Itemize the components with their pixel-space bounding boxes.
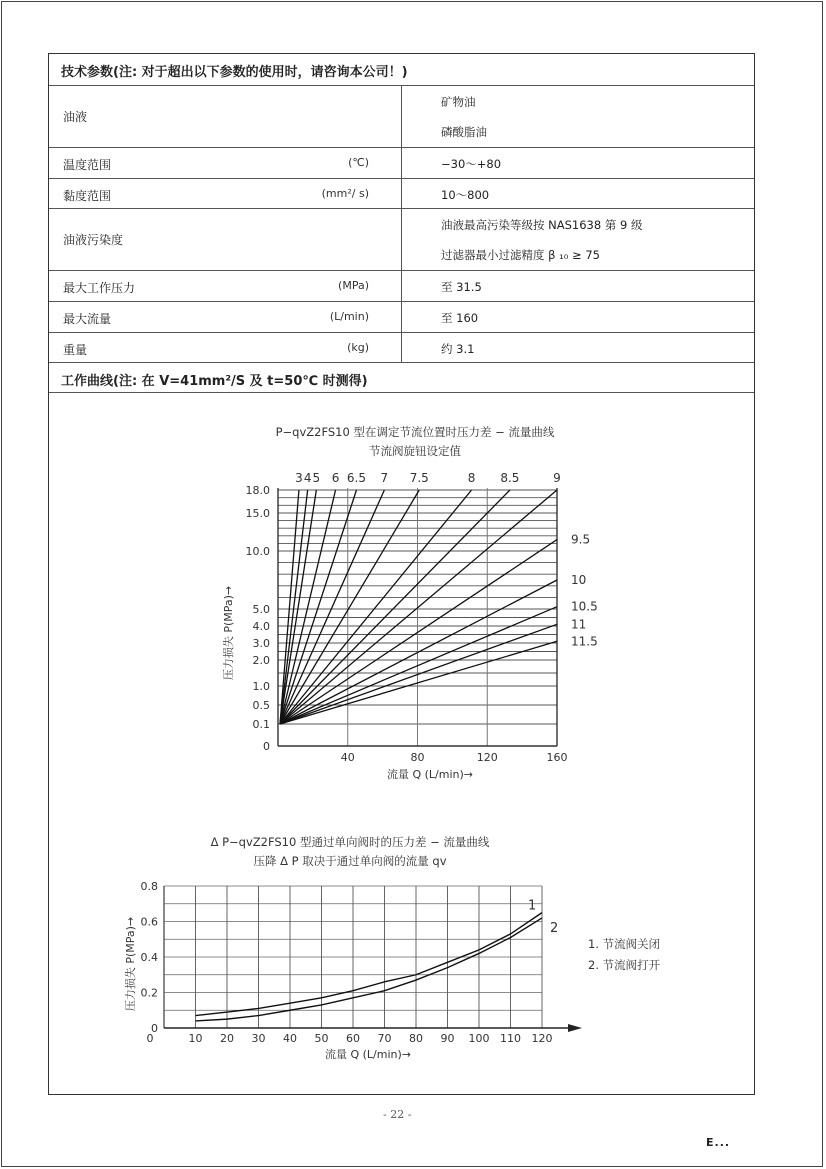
param-label: 重量: [63, 343, 88, 357]
curve-label-7.5: 7.5: [409, 471, 429, 485]
param-label: 最大工作压力: [63, 281, 136, 295]
page-number: - 22 -: [383, 1108, 412, 1121]
param-unit: (mm²/ s): [321, 187, 369, 200]
y-tick-label: 0.6: [140, 915, 158, 929]
curve-5: [280, 490, 316, 724]
param-value: 磷酸脂油: [441, 125, 487, 139]
x-tick-label: 70: [377, 1032, 392, 1045]
curve-9: [280, 490, 557, 724]
x-tick-label: 0: [146, 1032, 154, 1045]
chart2-subtitle: 压降 Δ P 取决于通过单向阀的流量 qv: [253, 854, 447, 868]
y-tick-label: 4.0: [252, 620, 270, 633]
param-value: 过滤器最小过滤精度 β ₁₀ ≥ 75: [441, 248, 600, 262]
curve-1: [196, 913, 543, 1016]
param-value: 约 3.1: [441, 342, 475, 356]
y-tick-label: 2.0: [252, 654, 270, 667]
param-unit: (kg): [347, 341, 369, 354]
chart2-title: Δ P−qvZ2FS10 型通过单向阀时的压力差 − 流量曲线: [210, 835, 490, 849]
param-unit: (MPa): [338, 279, 369, 292]
tech-params-header: [49, 54, 754, 86]
curve-label-4: 4: [303, 471, 312, 485]
tech-params-title: 技术参数(注: 对于超出以下参数的使用时，请咨询本公司！): [61, 65, 408, 80]
curve-label-11.5: 11.5: [571, 634, 598, 649]
y-tick-label: 18.0: [245, 484, 270, 497]
curve-label-10.5: 10.5: [571, 599, 598, 614]
y-tick-label: 0.5: [252, 699, 270, 712]
column-divider: [401, 85, 402, 363]
chart2-xlabel: 流量 Q (L/min)→: [324, 1048, 412, 1061]
curve-label-10: 10: [571, 573, 587, 587]
curve-10.5: [280, 607, 557, 724]
curve-label-8.5: 8.5: [500, 471, 520, 485]
x-tick-label: 40: [340, 751, 355, 764]
curve-label-2: 2: [550, 920, 559, 936]
throttle-pressure-flow-chart: [200, 418, 620, 788]
param-label: 油液: [63, 110, 88, 124]
y-tick-label: 5.0: [252, 603, 270, 616]
param-value: 油液最高污染等级按 NAS1638 第 9 级: [441, 218, 643, 232]
x-tick-label: 110: [500, 1032, 521, 1045]
y-tick-label: 1.0: [252, 680, 270, 693]
curve-2: [196, 918, 543, 1021]
x-tick-label: 120: [476, 751, 498, 764]
x-tick-label: 50: [314, 1032, 329, 1045]
param-unit: (L/min): [329, 310, 369, 323]
param-label: 最大流量: [63, 312, 112, 326]
x-tick-label: 160: [546, 751, 568, 764]
curve-label-7: 7: [380, 471, 389, 485]
curve-label-9.5: 9.5: [571, 532, 591, 547]
curve-label-5: 5: [312, 471, 321, 485]
x-tick-label: 90: [440, 1032, 455, 1045]
curve-6.5: [280, 490, 356, 724]
curve-8.5: [280, 490, 510, 724]
chart1-ylabel: 压力损失 P(MPa)→: [222, 585, 235, 681]
legend-item-2: 2. 节流阀打开: [588, 958, 661, 972]
curve-6: [280, 490, 336, 724]
x-tick-label: 100: [468, 1032, 490, 1045]
y-tick-label: 0: [151, 1022, 158, 1035]
chart1-title: P−qvZ2FS10 型在调定节流位置时压力差 − 流量曲线: [275, 425, 555, 439]
param-value: 矿物油: [441, 95, 476, 109]
param-label: 油液污染度: [63, 233, 124, 247]
curve-label-6: 6: [331, 471, 340, 485]
chart1-xlabel: 流量 Q (L/min)→: [386, 768, 474, 781]
legend-item-1: 1. 节流阀关闭: [588, 937, 661, 951]
y-tick-label: 0.2: [140, 986, 158, 1000]
curve-label-3: 3: [295, 471, 303, 485]
curve-label-1: 1: [528, 898, 537, 914]
x-tick-label: 10: [188, 1032, 203, 1045]
param-value: 至 31.5: [441, 280, 482, 294]
check-valve-pressure-flow-chart: [120, 828, 720, 1068]
x-tick-label: 40: [283, 1032, 297, 1045]
x-tick-label: 80: [410, 751, 425, 764]
curve-label-9: 9: [553, 471, 561, 485]
y-tick-label: 0.1: [252, 718, 270, 731]
param-value: −30～+80: [441, 157, 502, 171]
x-tick-label: 120: [531, 1032, 553, 1045]
curve-10: [280, 580, 557, 724]
curve-label-8: 8: [467, 471, 476, 485]
x-tick-label: 60: [346, 1032, 360, 1045]
x-tick-label: 30: [251, 1032, 266, 1045]
y-tick-label: 3.0: [252, 637, 270, 650]
curves-title: 工作曲线(注: 在 V=41mm²/S 及 t=50℃ 时测得): [61, 374, 368, 389]
param-value: 至 160: [441, 311, 479, 325]
corner-mark: E...: [706, 1136, 731, 1149]
curve-label-11: 11: [571, 617, 587, 632]
param-unit: (℃): [348, 156, 369, 169]
curve-label-6.5: 6.5: [346, 471, 367, 485]
chart2-ylabel: 压力损失 P(MPa)→: [124, 916, 137, 1012]
y-tick-label: 15.0: [245, 507, 270, 520]
x-tick-label: 20: [220, 1032, 234, 1045]
y-tick-label: 10.0: [245, 545, 270, 558]
y-tick-label: 0.4: [140, 951, 158, 964]
y-tick-label: 0.8: [140, 880, 158, 893]
param-value: 10～800: [441, 188, 490, 202]
x-axis-arrow: [568, 1024, 582, 1032]
x-tick-label: 80: [409, 1032, 423, 1045]
param-label: 温度范围: [63, 158, 112, 172]
y-tick-label: 0: [263, 740, 270, 753]
param-label: 黏度范围: [63, 189, 112, 203]
chart1-subtitle: 节流阀旋钮设定值: [369, 444, 461, 458]
curves-header: [49, 363, 754, 393]
curve-4: [280, 490, 308, 724]
